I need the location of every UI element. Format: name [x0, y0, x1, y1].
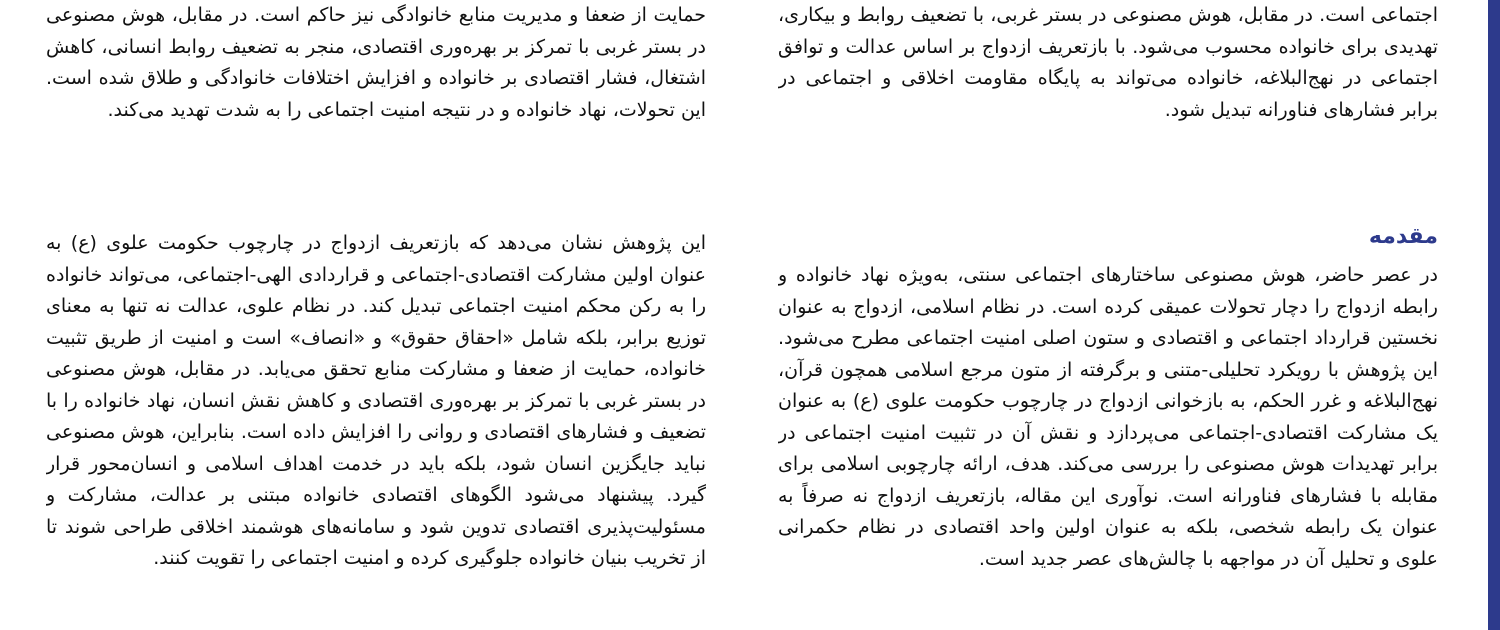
introduction-paragraph: در عصر حاضر، هوش مصنوعی ساختارهای اجتماعی سنتی، به‌ویژه نهاد خانواده و رابطه ازدواج را دچار تحولات عمیقی کرده است. در نظام اسلامی، ازدواج به عنوان نخستین قرارداد اجتماعی و اقتصادی و ستون اصلی امنیت اجتماعی مطرح می‌شود. این پژوهش با رویکرد تحلیلی-متنی و برگرفته از متون مرجع اسلامی همچون قرآن، نهج‌البلاغه و غرر الحکم، به بازخوانی ازدواج در چارچوب حکومت علوی (ع) به عنوان یک مشارکت اقتصادی-اجتماعی می‌پردازد و نقش آن در تثبیت امنیت اجتماعی در برابر تهدیدات هوش مصنوعی را بررسی می‌کند. هدف، ارائه چارچوبی اسلامی برای مقابله با فشارهای فناورانه است. نوآوری این مقاله، بازتعریف ازدواج نه صرفاً به عنوان یک رابطه شخصی، بلکه به عنوان اولین واحد اقتصادی در نظام حکمرانی علوی و تحلیل آن در مواجهه با چالش‌های عصر جدید است.: [778, 264, 1438, 570]
page-edge-bar: [1488, 0, 1500, 630]
section-heading-introduction: مقدمه: [1368, 224, 1438, 249]
left-column-top-paragraph: حمایت از ضعفا و مدیریت منابع خانوادگی نیز حاکم است. در مقابل، هوش مصنوعی در بستر غربی با تمرکز بر بهره‌وری اقتصادی، منجر به تضعیف روابط انسانی، کاهش اشتغال، فشار اقتصادی بر خانواده و افزایش اختلافات خانوادگی و طلاق شده است. این تحولات، نهاد خانواده و در نتیجه امنیت اجتماعی را به شدت تهدید می‌کند.: [46, 4, 706, 121]
left-column-bottom-paragraph: این پژوهش نشان می‌دهد که بازتعریف ازدواج در چارچوب حکومت علوی (ع) به عنوان اولین مشارکت اقتصادی-اجتماعی و قراردادی الهی-اجتماعی، می‌تواند خانواده را به رکن محکم امنیت اجتماعی تبدیل کند. در نظام علوی، عدالت نه تنها به معنای توزیع برابر، بلکه شامل «احقاق حقوق» و «انصاف» است و امنیت از طریق تثبیت خانواده، حمایت از ضعفا و مشارکت منابع تحقق می‌یابد. در مقابل، هوش مصنوعی در بستر غربی با تمرکز بر بهره‌وری اقتصادی و کاهش نقش انسان، نهاد خانواده را با تضعیف و فشارهای اقتصادی و روانی را افزایش داده است. بنابراین، هوش مصنوعی نباید جایگزین انسان شود، بلکه باید در خدمت اهداف اسلامی و انسان‌محور قرار گیرد. پیشنهاد می‌شود الگوهای اقتصادی خانواده مبتنی بر عدالت، مشارکت و مسئولیت‌پذیری اقتصادی تدوین شود و سامانه‌های هوشمند اخلاقی طراحی شوند تا از تخریب بنیان خانواده جلوگیری کرده و امنیت اجتماعی را تقویت کنند.: [46, 232, 706, 569]
right-column-top-paragraph: اجتماعی است. در مقابل، هوش مصنوعی در بستر غربی، با تضعیف روابط و بیکاری، تهدیدی برای خانواده محسوب می‌شود. با بازتعریف ازدواج بر اساس عدالت و توافق اجتماعی در نهج‌البلاغه، خانواده می‌تواند به پایگاه مقاومت اخلاقی و اجتماعی در برابر فشارهای فناورانه تبدیل شود.: [778, 4, 1438, 121]
